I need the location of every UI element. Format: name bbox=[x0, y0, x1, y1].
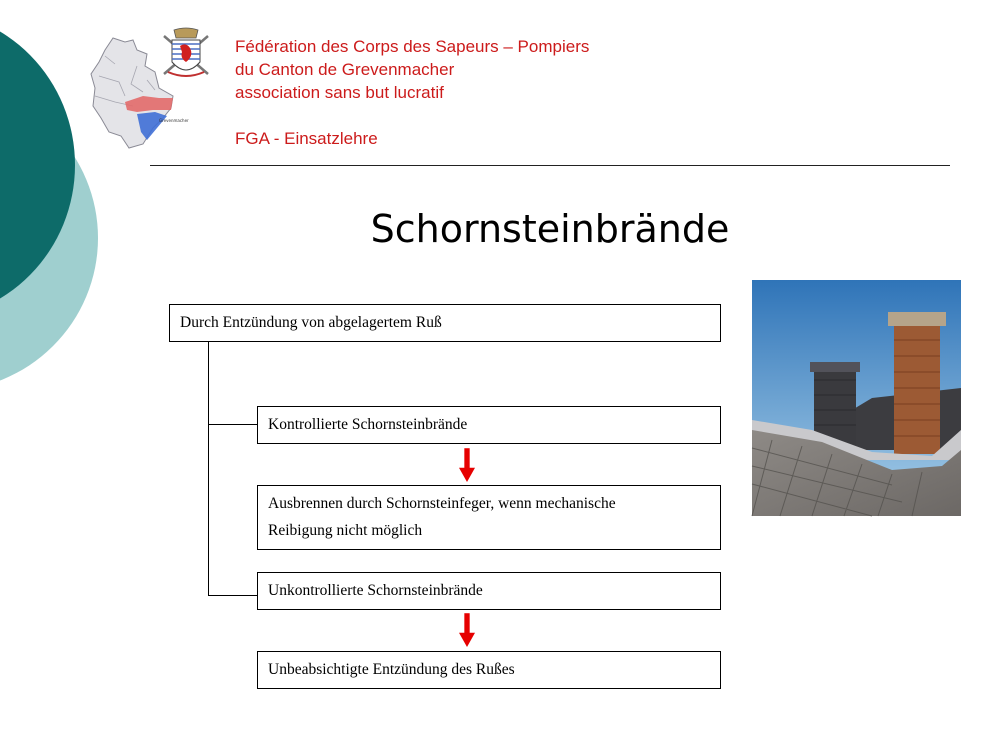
slide-title: Schornsteinbrände bbox=[370, 207, 730, 251]
tree-connector-vertical bbox=[208, 342, 209, 596]
chimney-photo bbox=[752, 280, 961, 516]
controlled-box bbox=[257, 406, 721, 444]
tree-connector-controlled bbox=[208, 424, 257, 425]
uncontrolled-detail-label: Unbeabsichtigte Entzündung des Rußes bbox=[268, 661, 515, 678]
arrow-down-icon bbox=[459, 446, 475, 486]
uncontrolled-detail-box bbox=[257, 651, 721, 689]
org-name-line-1: Fédération des Corps des Sapeurs – Pompiers bbox=[235, 37, 590, 56]
fire-brigade-emblem-icon bbox=[160, 28, 212, 84]
uncontrolled-box bbox=[257, 572, 721, 610]
map-label: Grevenmacher bbox=[159, 118, 189, 123]
uncontrolled-box-label: Unkontrollierte Schornsteinbrände bbox=[268, 582, 483, 599]
arrow-down-icon bbox=[459, 611, 475, 651]
root-box-label: Durch Entzündung von abgelagertem Ruß bbox=[180, 314, 442, 331]
org-name-line-3: association sans but lucratif bbox=[235, 83, 444, 102]
root-box bbox=[169, 304, 721, 342]
header-divider bbox=[150, 165, 950, 166]
controlled-box-label: Kontrollierte Schornsteinbrände bbox=[268, 416, 468, 433]
controlled-detail-line-1: Ausbrennen durch Schornsteinfeger, wenn mechanische bbox=[268, 495, 616, 512]
org-name-line-2: du Canton de Grevenmacher bbox=[235, 60, 455, 79]
tree-connector-uncontrolled bbox=[208, 595, 257, 596]
controlled-detail-box bbox=[257, 485, 721, 550]
course-subtitle: FGA - Einsatzlehre bbox=[235, 129, 378, 148]
controlled-detail-line-2: Reibigung nicht möglich bbox=[268, 522, 423, 539]
